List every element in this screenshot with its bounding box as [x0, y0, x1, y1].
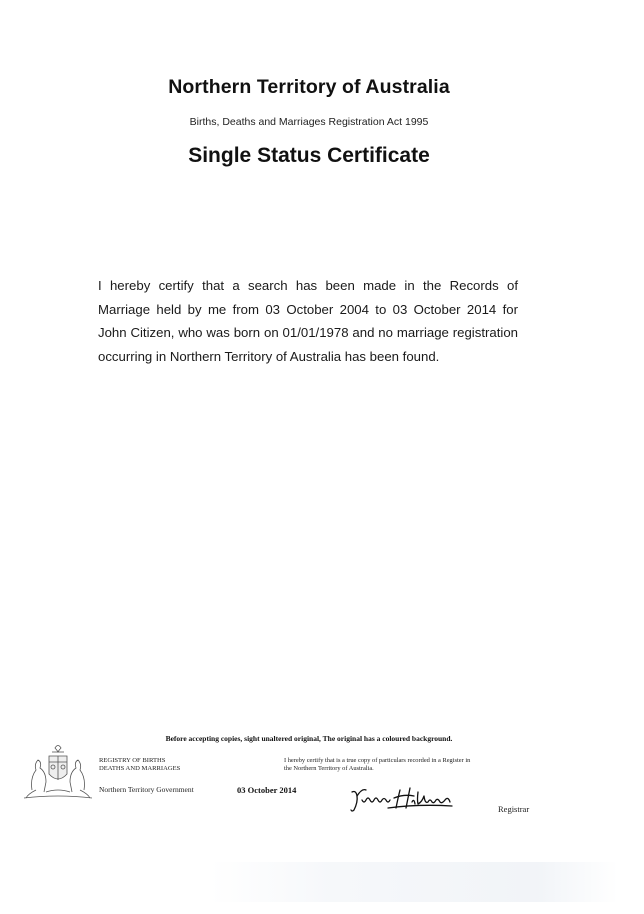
registry-name — [99, 757, 180, 773]
true-copy-statement: I hereby certify that is a true copy of particulars recorded in a Register in the Northern Territory of Australia. — [284, 757, 471, 772]
registrar-label: Registrar — [498, 804, 530, 814]
page-title: Northern Territory of Australia — [168, 76, 450, 98]
certification-paragraph: I hereby certify that a search has been made in the Records of Marriage held by me from 03 October 2004 to 03 October 2014 for John Citizen, who was born on 01/01/1978 and no marriage registration occurring in Northern Territory of Australia has been found. — [98, 278, 518, 364]
authenticity-warning: Before accepting copies, sight unaltered original, The original has a coloured background. — [165, 734, 453, 743]
background-watermark — [210, 862, 618, 902]
registry-line-1: REGISTRY OF BIRTHS — [99, 757, 166, 764]
issue-date: 03 October 2014 — [237, 785, 297, 795]
signature-icon — [348, 782, 458, 814]
government-name: Northern Territory Government — [99, 785, 194, 794]
act-subtitle: Births, Deaths and Marriages Registration Act 1995 — [189, 116, 429, 128]
page-margin — [618, 0, 644, 914]
certificate-title: Single Status Certificate — [188, 144, 430, 167]
registry-line-2: DEATHS AND MARRIAGES — [99, 765, 181, 772]
coat-of-arms-icon — [22, 742, 94, 802]
